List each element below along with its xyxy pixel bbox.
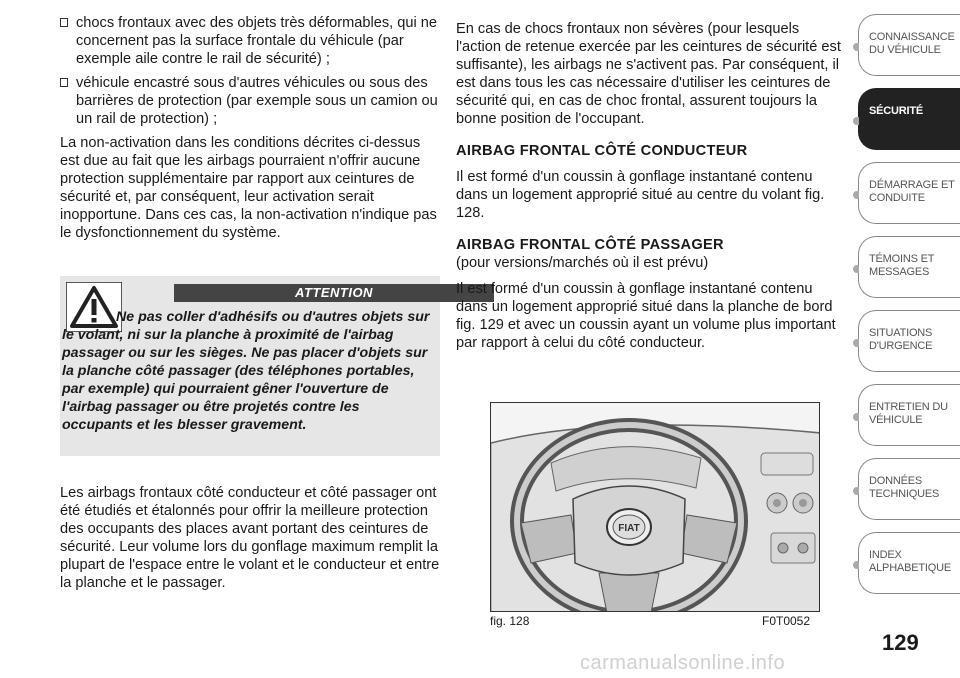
heading-driver-airbag: AIRBAG FRONTAL CÔTÉ CONDUCTEUR: [456, 143, 748, 159]
fiat-logo: FIAT: [618, 523, 640, 534]
figure-label: fig. 128: [490, 614, 530, 628]
paragraph-driver-airbag: Il est formé d'un coussin à gonflage instantané contenu dans un logement approprié situé au centre du volant fig. 128.: [456, 169, 825, 221]
tab-demarrage-conduite[interactable]: DÉMARRAGE ET CONDUITE: [858, 162, 960, 224]
bullet-item: chocs frontaux avec des objets très déformables, qui ne concernent pas la surface frontale du véhicule (par exemple aile contre le rail de sécurité) ;: [60, 14, 440, 68]
heading-passenger-airbag: AIRBAG FRONTAL CÔTÉ PASSAGER: [456, 237, 724, 253]
tab-donnees-techniques[interactable]: DONNÉES TECHNIQUES: [858, 458, 960, 520]
left-column: [60, 14, 440, 250]
bullet-item: véhicule encastré sous d'autres véhicules ou sous des barrières de protection (par exemple sous un camion ou un rail de protection) ;: [60, 74, 440, 128]
passenger-airbag-note: (pour versions/marchés où il est prévu): [456, 255, 709, 271]
steering-wheel-illustration: [491, 403, 820, 612]
warning-box: [60, 276, 440, 456]
paragraph-airbag-calibration: Les airbags frontaux côté conducteur et côté passager ont été étudiés et étalonnés pour offrir la meilleure protection des occupants des places avant portant des ceintures de sécurité. Leur volume lors du gonflage maximum remplit la plupart de l'espace entre le volant et le conducteur et entre la planche et le passager.: [60, 485, 440, 591]
paragraph-intro: En cas de chocs frontaux non sévères (pour lesquels l'action de retenue exercée par les ceintures de sécurité est suffisante), les airbags ne s'activent pas. Par conséquent, il est dans tous les cas nécessaire d'utiliser les ceintures de sécurité qui, en cas de choc frontal, assurent toujours la bonne position de l'occupant.: [456, 21, 841, 127]
warning-title: ATTENTION: [174, 284, 494, 302]
page-number: 129: [882, 630, 919, 655]
tab-index-alphabetique[interactable]: INDEX ALPHABETIQUE: [858, 532, 960, 594]
paragraph-non-activation: La non-activation dans les conditions décrites ci-dessus est due au fait que les airbags pourraient n'offrir aucune protection supplémentaire par rapport aux ceintures de sécurité et, par conséquent, leur activation serait inopportune. Dans ces cas, la non-activation n'indique pas le dysfonctionnement du système.: [60, 135, 437, 241]
tab-temoins-messages[interactable]: TÉMOINS ET MESSAGES: [858, 236, 960, 298]
tab-securite[interactable]: SÉCURITÉ: [858, 88, 960, 150]
chapter-tabs: [858, 14, 960, 606]
watermark: carmanualsonline.info: [580, 652, 786, 674]
warning-text: Ne pas coller d'adhésifs ou d'autres objets sur le volant, ni sur la planche à proximité de l'airbag passager ou sur les sièges. Ne pas placer d'objets sur la planche côté passager (des téléphones portables, par exemple) qui pourraient gêner l'ouverture de l'airbag passager ou être projetés contre les occupants et les blesser gravement.: [62, 309, 430, 433]
tab-connaissance-vehicule[interactable]: CONNAISSANCE DU VÉHICULE: [858, 14, 960, 76]
figure-code: F0T0052: [762, 614, 811, 628]
checkbox-bullet-icon: [60, 18, 68, 27]
steering-wheel-figure: [490, 402, 820, 612]
tab-entretien-vehicule[interactable]: ENTRETIEN DU VÉHICULE: [858, 384, 960, 446]
paragraph-passenger-airbag: Il est formé d'un coussin à gonflage instantané contenu dans un logement approprié situé dans la planche de bord fig. 129 et avec un coussin ayant un volume plus important par rapport à celui du côté conducteur.: [456, 281, 836, 351]
tab-situations-urgence[interactable]: SITUATIONS D'URGENCE: [858, 310, 960, 372]
checkbox-bullet-icon: [60, 78, 68, 87]
right-column: [456, 20, 846, 360]
